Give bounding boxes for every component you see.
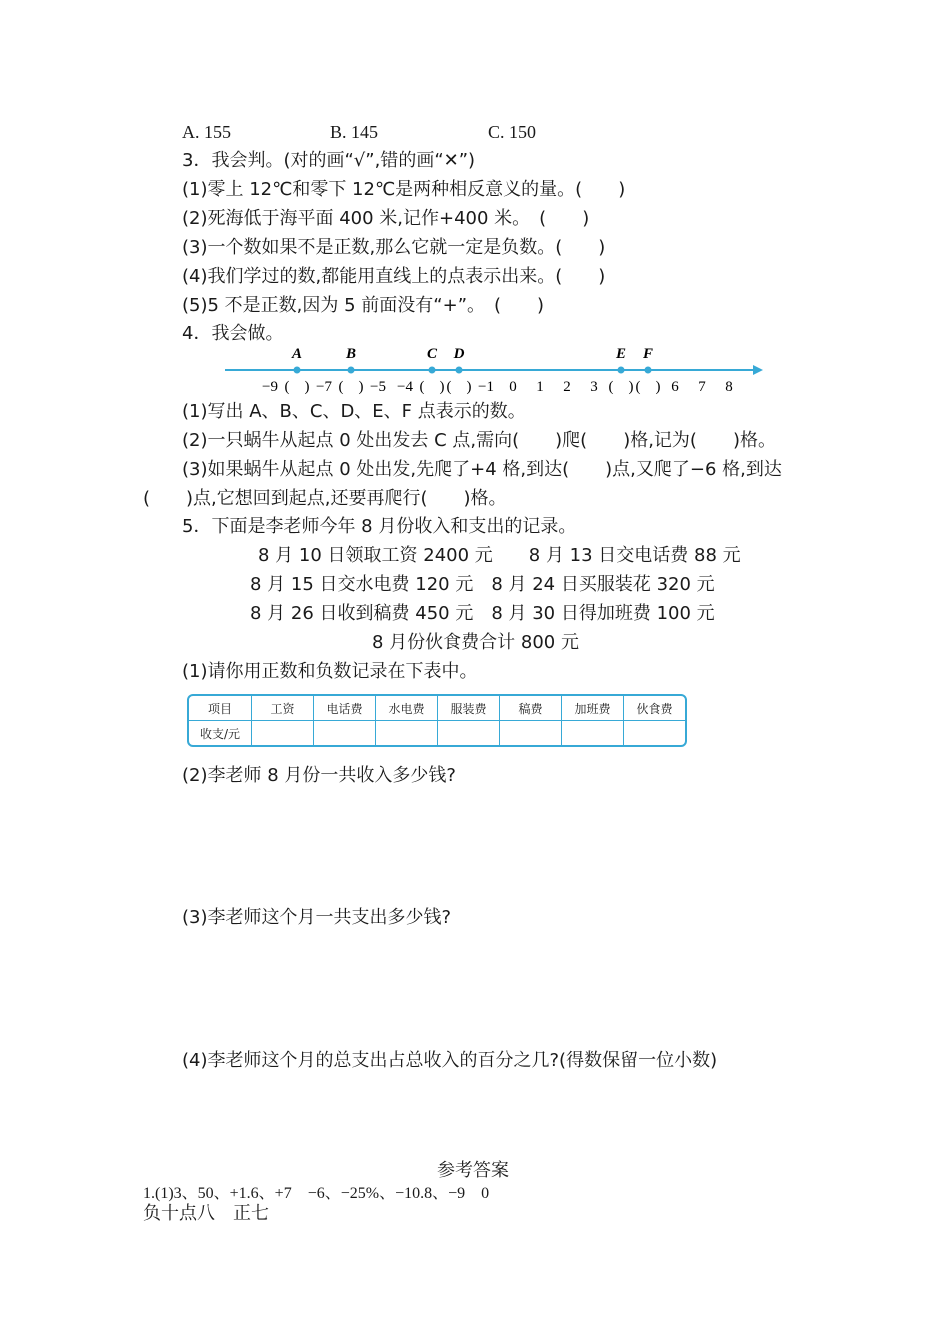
- table-header-cell: 服装费: [438, 696, 500, 721]
- tick-label: ( ): [608, 379, 634, 395]
- answers-title: 参考答案: [437, 1160, 509, 1181]
- tick-label: ( ): [284, 379, 310, 395]
- tick-label: −4: [397, 379, 413, 395]
- point-label-c: C: [426, 346, 438, 362]
- point-c: [429, 367, 436, 374]
- tick-label: 6: [671, 379, 679, 395]
- record-line-1: 8 月 10 日领取工资 2400 元 8 月 13 日交电话费 88 元: [258, 545, 741, 566]
- q3-item-3: (3)一个数如果不是正数,那么它就一定是负数。( ): [182, 237, 606, 258]
- point-label-e: E: [615, 346, 627, 362]
- tick-label: ( ): [446, 379, 472, 395]
- q3-item-5: (5)5 不是正数,因为 5 前面没有“+”。 ( ): [182, 295, 545, 316]
- tick-label: −1: [478, 379, 494, 395]
- table-header-cell: 水电费: [376, 696, 438, 721]
- table-answer-cell[interactable]: [624, 721, 685, 745]
- q4-sub1: (1)写出 A、B、C、D、E、F 点表示的数。: [182, 401, 526, 422]
- table-header-cell: 工资: [252, 696, 314, 721]
- table-header-cell: 加班费: [562, 696, 624, 721]
- number-line-arrow: [753, 365, 763, 375]
- point-b: [348, 367, 355, 374]
- table-row-label: 收支/元: [189, 721, 252, 745]
- table-header-cell: 伙食费: [624, 696, 685, 721]
- option-b: B. 145: [330, 122, 379, 142]
- q3-item-1: (1)零上 12℃和零下 12℃是两种相反意义的量。( ): [182, 179, 626, 200]
- q4-sub3-line1: (3)如果蜗牛从起点 0 处出发,先爬了+4 格,到达( )点,又爬了−6 格,到达: [182, 459, 782, 480]
- tick-label: −5: [370, 379, 386, 395]
- tick-label: 3: [590, 379, 598, 395]
- q5-sub3: (3)李老师这个月一共支出多少钱?: [182, 907, 452, 928]
- point-label-b: B: [345, 346, 357, 362]
- answers-line-2: 负十点八 正七: [143, 1203, 269, 1224]
- q3-item-4: (4)我们学过的数,都能用直线上的点表示出来。( ): [182, 266, 606, 287]
- q3-title: 3．我会判。(对的画“√”,错的画“✕”): [182, 150, 476, 171]
- option-c: C. 150: [488, 122, 537, 142]
- point-f: [645, 367, 652, 374]
- income-expense-table: [187, 694, 687, 747]
- point-label-f: F: [642, 346, 654, 362]
- table-header-row: [189, 696, 685, 721]
- q5-sub4: (4)李老师这个月的总支出占总收入的百分之几?(得数保留一位小数): [182, 1050, 718, 1071]
- q5-sub1: (1)请你用正数和负数记录在下表中。: [182, 661, 478, 682]
- point-label-a: A: [291, 346, 303, 362]
- tick-label: −9: [262, 379, 278, 395]
- point-a: [294, 367, 301, 374]
- q4-sub2: (2)一只蜗牛从起点 0 处出发去 C 点,需向( )爬( )格,记为( )格。: [182, 430, 776, 451]
- answers-line-1: 1.(1)3、50、+1.6、+7 −6、−25%、−10.8、−9 0: [143, 1185, 490, 1202]
- q5-sub2: (2)李老师 8 月份一共收入多少钱?: [182, 765, 456, 786]
- table-answer-cell[interactable]: [562, 721, 624, 745]
- table-header-cell: 稿费: [500, 696, 562, 721]
- tick-label: 1: [536, 379, 544, 395]
- q4-sub3-line2: ( )点,它想回到起点,还要再爬行( )格。: [143, 488, 507, 509]
- q4-title: 4．我会做。: [182, 323, 284, 344]
- table-answer-cell[interactable]: [500, 721, 562, 745]
- q3-item-2: (2)死海低于海平面 400 米,记作+400 米。 ( ): [182, 208, 590, 229]
- table-answer-cell[interactable]: [252, 721, 314, 745]
- tick-label: −7: [316, 379, 332, 395]
- record-line-2: 8 月 15 日交水电费 120 元 8 月 24 日买服装花 320 元: [250, 574, 715, 595]
- tick-label: 7: [698, 379, 706, 395]
- table-answer-cell[interactable]: [314, 721, 376, 745]
- tick-label: ( ): [635, 379, 661, 395]
- tick-label: ( ): [338, 379, 364, 395]
- option-a: A. 155: [182, 122, 231, 142]
- table-header-cell: 电话费: [314, 696, 376, 721]
- table-answer-cell[interactable]: [438, 721, 500, 745]
- record-line-3: 8 月 26 日收到稿费 450 元 8 月 30 日得加班费 100 元: [250, 603, 715, 624]
- tick-label: 8: [725, 379, 733, 395]
- table-row: [189, 721, 685, 745]
- tick-label: 2: [563, 379, 571, 395]
- q5-title: 5．下面是李老师今年 8 月份收入和支出的记录。: [182, 516, 577, 537]
- table-header-cell: 项目: [189, 696, 252, 721]
- tick-label: 0: [509, 379, 517, 395]
- record-line-4: 8 月份伙食费合计 800 元: [372, 632, 579, 653]
- number-line: [215, 342, 775, 398]
- tick-label: ( ): [419, 379, 445, 395]
- point-d: [456, 367, 463, 374]
- point-e: [618, 367, 625, 374]
- table-answer-cell[interactable]: [376, 721, 438, 745]
- point-label-d: D: [453, 346, 465, 362]
